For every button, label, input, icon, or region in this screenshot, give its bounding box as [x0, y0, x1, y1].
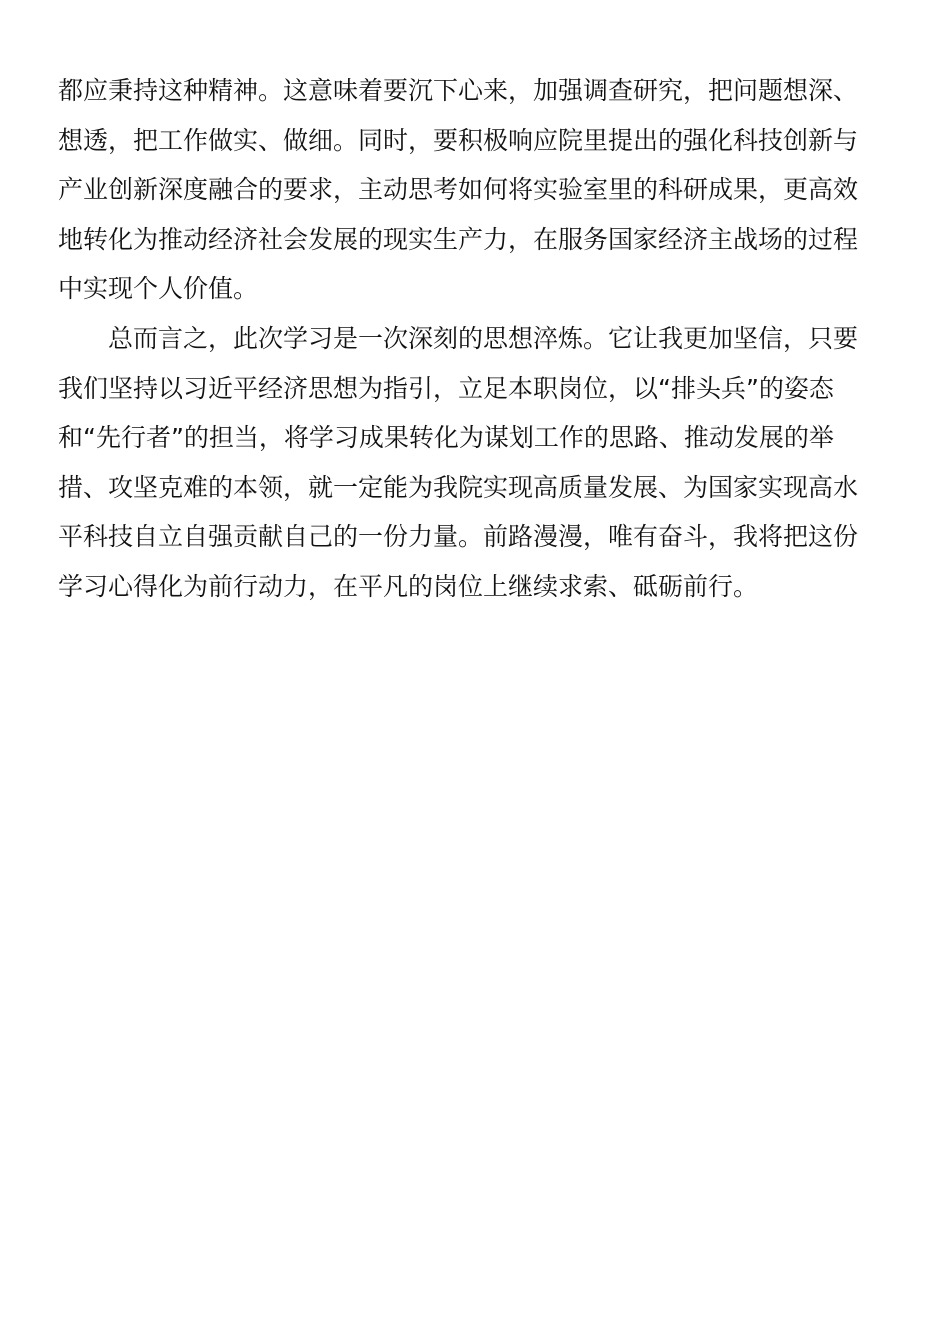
document-body: [58, 66, 888, 612]
text-line: 平科技自立自强贡献自己的一份力量。前路漫漫，唯有奋斗，我将把这份: [58, 522, 859, 552]
text-line: 我们坚持以习近平经济思想为指引，立足本职岗位，以“排头兵”的姿态: [58, 373, 834, 403]
text-line: 学习心得化为前行动力，在平凡的岗位上继续求索、砥砺前行。: [58, 571, 759, 601]
paragraph-2: [58, 314, 888, 612]
text-line: 中实现个人价值。: [58, 274, 259, 304]
text-line: 产业创新深度融合的要求，主动思考如何将实验室里的科研成果，更高效: [58, 175, 859, 205]
text-line: 和“先行者”的担当，将学习成果转化为谋划工作的思路、推动发展的举: [58, 423, 834, 453]
text-line: 都应秉持这种精神。这意味着要沉下心来，加强调查研究，把问题想深、: [58, 76, 859, 105]
text-line: 措、攻坚克难的本领，就一定能为我院实现高质量发展、为国家实现高水: [58, 472, 859, 502]
paragraph-1: [58, 66, 888, 314]
text-line: 总而言之，此次学习是一次深刻的思想淬炼。它让我更加坚信，只要: [108, 323, 859, 353]
text-line: 想透，把工作做实、做细。同时，要积极响应院里提出的强化科技创新与: [58, 125, 859, 155]
text-line: 地转化为推动经济社会发展的现实生产力，在服务国家经济主战场的过程: [58, 224, 859, 254]
